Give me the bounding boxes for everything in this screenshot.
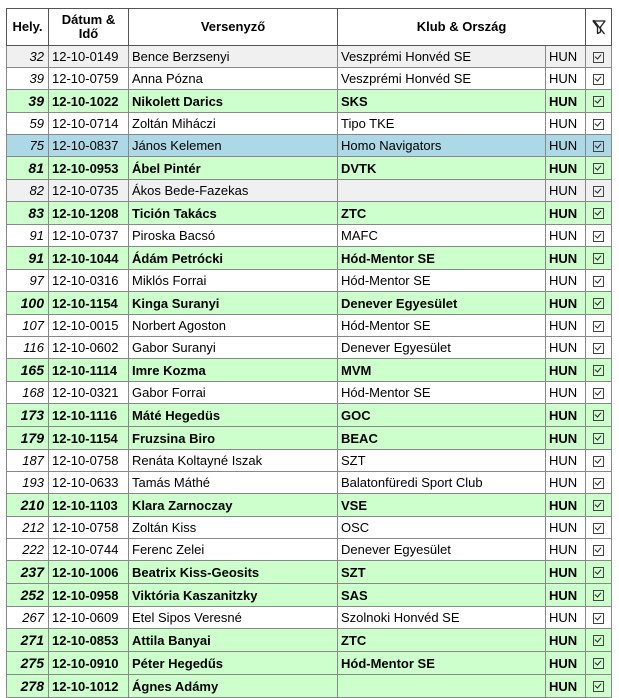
country-cell: HUN bbox=[546, 292, 586, 315]
rank-cell: 237 bbox=[7, 561, 49, 584]
rank-cell: 81 bbox=[7, 157, 49, 180]
club-cell: SKS bbox=[338, 90, 546, 113]
rank-cell: 278 bbox=[7, 675, 49, 698]
checkbox-checked-icon[interactable] bbox=[593, 681, 604, 692]
datetime-cell: 12-10-1208 bbox=[49, 202, 129, 225]
table-row[interactable] bbox=[7, 584, 612, 607]
country-cell: HUN bbox=[546, 113, 586, 135]
row-checkbox-cell[interactable] bbox=[586, 157, 612, 180]
checkbox-checked-icon[interactable] bbox=[593, 433, 604, 444]
checkbox-checked-icon[interactable] bbox=[593, 545, 604, 556]
competitor-name-cell: Zoltán Miháczi bbox=[129, 113, 338, 135]
table-row[interactable] bbox=[7, 561, 612, 584]
datetime-cell: 12-10-0837 bbox=[49, 135, 129, 157]
competitor-name-cell: Gabor Forrai bbox=[129, 382, 338, 404]
competitor-name-cell: Tamás Máthé bbox=[129, 472, 338, 494]
competitor-name-cell: Norbert Agoston bbox=[129, 315, 338, 337]
row-checkbox-cell[interactable] bbox=[586, 382, 612, 404]
rank-cell: 222 bbox=[7, 539, 49, 561]
datetime-cell: 12-10-0758 bbox=[49, 450, 129, 472]
checkbox-checked-icon[interactable] bbox=[593, 74, 604, 85]
country-cell: HUN bbox=[546, 494, 586, 517]
row-checkbox-cell[interactable] bbox=[586, 270, 612, 292]
checkbox-checked-icon[interactable] bbox=[593, 523, 604, 534]
datetime-cell: 12-10-0853 bbox=[49, 629, 129, 652]
table-row[interactable] bbox=[7, 337, 612, 359]
datetime-cell: 12-10-1103 bbox=[49, 494, 129, 517]
rank-cell: 75 bbox=[7, 135, 49, 157]
club-cell: DVTK bbox=[338, 157, 546, 180]
club-cell: Denever Egyesület bbox=[338, 292, 546, 315]
row-checkbox-cell[interactable] bbox=[586, 90, 612, 113]
checkbox-checked-icon[interactable] bbox=[593, 410, 604, 421]
competitor-name-cell: Piroska Bacsó bbox=[129, 225, 338, 247]
competitor-name-cell: Fruzsina Biro bbox=[129, 427, 338, 450]
checkbox-checked-icon[interactable] bbox=[593, 590, 604, 601]
country-cell: HUN bbox=[546, 517, 586, 539]
datetime-cell: 12-10-1154 bbox=[49, 427, 129, 450]
club-cell: SZT bbox=[338, 561, 546, 584]
rank-cell: 212 bbox=[7, 517, 49, 539]
datetime-cell: 12-10-0609 bbox=[49, 607, 129, 629]
competitor-name-cell: Renáta Koltayné Iszak bbox=[129, 450, 338, 472]
row-checkbox-cell[interactable] bbox=[586, 337, 612, 359]
country-cell: HUN bbox=[546, 270, 586, 292]
row-checkbox-cell[interactable] bbox=[586, 113, 612, 135]
competitor-name-cell: Etel Sipos Veresné bbox=[129, 607, 338, 629]
club-cell: Szolnoki Honvéd SE bbox=[338, 607, 546, 629]
datetime-cell: 12-10-0015 bbox=[49, 315, 129, 337]
club-cell: BEAC bbox=[338, 427, 546, 450]
datetime-cell: 12-10-0149 bbox=[49, 46, 129, 68]
club-cell: Veszprémi Honvéd SE bbox=[338, 46, 546, 68]
table-row[interactable] bbox=[7, 135, 612, 157]
country-cell: HUN bbox=[546, 472, 586, 494]
rank-cell: 39 bbox=[7, 68, 49, 90]
table-header-row bbox=[7, 9, 612, 46]
table-row[interactable] bbox=[7, 539, 612, 561]
club-cell: Hód-Mentor SE bbox=[338, 652, 546, 675]
datetime-cell: 12-10-0735 bbox=[49, 180, 129, 202]
row-checkbox-cell[interactable] bbox=[586, 180, 612, 202]
country-cell: HUN bbox=[546, 561, 586, 584]
country-cell: HUN bbox=[546, 450, 586, 472]
datetime-cell: 12-10-0910 bbox=[49, 652, 129, 675]
checkbox-checked-icon[interactable] bbox=[593, 141, 604, 152]
competitor-name-cell: Péter Hegedűs bbox=[129, 652, 338, 675]
rank-cell: 91 bbox=[7, 247, 49, 270]
row-checkbox-cell[interactable] bbox=[586, 247, 612, 270]
row-checkbox-cell[interactable] bbox=[586, 46, 612, 68]
results-table bbox=[6, 8, 612, 698]
club-cell: Veszprémi Honvéd SE bbox=[338, 68, 546, 90]
row-checkbox-cell[interactable] bbox=[586, 607, 612, 629]
rank-cell: 193 bbox=[7, 472, 49, 494]
country-cell: HUN bbox=[546, 539, 586, 561]
table-row[interactable] bbox=[7, 247, 612, 270]
rank-cell: 32 bbox=[7, 46, 49, 68]
country-cell: HUN bbox=[546, 180, 586, 202]
club-cell: MAFC bbox=[338, 225, 546, 247]
datetime-cell: 12-10-1154 bbox=[49, 292, 129, 315]
table-row[interactable] bbox=[7, 292, 612, 315]
datetime-cell: 12-10-0321 bbox=[49, 382, 129, 404]
competitor-name-cell: Klara Zarnoczay bbox=[129, 494, 338, 517]
results-table-container bbox=[6, 8, 611, 698]
competitor-name-cell: Máté Hegedüs bbox=[129, 404, 338, 427]
country-cell: HUN bbox=[546, 90, 586, 113]
table-row[interactable] bbox=[7, 68, 612, 90]
column-header-datetime[interactable]: Dátum & Idő bbox=[49, 9, 129, 46]
datetime-cell: 12-10-0316 bbox=[49, 270, 129, 292]
competitor-name-cell: Attila Banyai bbox=[129, 629, 338, 652]
rank-cell: 39 bbox=[7, 90, 49, 113]
rank-cell: 179 bbox=[7, 427, 49, 450]
competitor-name-cell: Bence Berzsenyi bbox=[129, 46, 338, 68]
row-checkbox-cell[interactable] bbox=[586, 517, 612, 539]
checkbox-checked-icon[interactable] bbox=[593, 52, 604, 63]
checkbox-checked-icon[interactable] bbox=[593, 276, 604, 287]
table-row[interactable] bbox=[7, 675, 612, 698]
checkbox-checked-icon[interactable] bbox=[593, 456, 604, 467]
datetime-cell: 12-10-0714 bbox=[49, 113, 129, 135]
datetime-cell: 12-10-1022 bbox=[49, 90, 129, 113]
competitor-name-cell: Beatrix Kiss-Geosits bbox=[129, 561, 338, 584]
row-checkbox-cell[interactable] bbox=[586, 135, 612, 157]
country-cell: HUN bbox=[546, 629, 586, 652]
rank-cell: 82 bbox=[7, 180, 49, 202]
club-cell: Hód-Mentor SE bbox=[338, 247, 546, 270]
row-checkbox-cell[interactable] bbox=[586, 450, 612, 472]
row-checkbox-cell[interactable] bbox=[586, 629, 612, 652]
checkbox-checked-icon[interactable] bbox=[593, 119, 604, 130]
checkbox-checked-icon[interactable] bbox=[593, 343, 604, 354]
table-row[interactable] bbox=[7, 427, 612, 450]
club-cell: MVM bbox=[338, 359, 546, 382]
rank-cell: 173 bbox=[7, 404, 49, 427]
datetime-cell: 12-10-0602 bbox=[49, 337, 129, 359]
checkbox-checked-icon[interactable] bbox=[593, 208, 604, 219]
checkbox-checked-icon[interactable] bbox=[593, 186, 604, 197]
row-checkbox-cell[interactable] bbox=[586, 359, 612, 382]
row-checkbox-cell[interactable] bbox=[586, 584, 612, 607]
datetime-cell: 12-10-0953 bbox=[49, 157, 129, 180]
table-row[interactable] bbox=[7, 315, 612, 337]
table-row[interactable] bbox=[7, 359, 612, 382]
table-row[interactable] bbox=[7, 90, 612, 113]
club-cell: Denever Egyesület bbox=[338, 337, 546, 359]
table-row[interactable] bbox=[7, 607, 612, 629]
table-body bbox=[7, 46, 612, 698]
table-row[interactable] bbox=[7, 494, 612, 517]
country-cell: HUN bbox=[546, 584, 586, 607]
rank-cell: 271 bbox=[7, 629, 49, 652]
row-checkbox-cell[interactable] bbox=[586, 472, 612, 494]
competitor-name-cell: Kinga Suranyi bbox=[129, 292, 338, 315]
country-cell: HUN bbox=[546, 315, 586, 337]
datetime-cell: 12-10-0759 bbox=[49, 68, 129, 90]
column-header-competitor[interactable]: Versenyző bbox=[129, 9, 338, 46]
country-cell: HUN bbox=[546, 404, 586, 427]
club-cell: Homo Navigators bbox=[338, 135, 546, 157]
checkbox-checked-icon[interactable] bbox=[593, 163, 604, 174]
country-cell: HUN bbox=[546, 46, 586, 68]
checkbox-checked-icon[interactable] bbox=[593, 253, 604, 264]
club-cell: OSC bbox=[338, 517, 546, 539]
checkbox-checked-icon[interactable] bbox=[593, 298, 604, 309]
country-cell: HUN bbox=[546, 337, 586, 359]
rank-cell: 267 bbox=[7, 607, 49, 629]
rank-cell: 59 bbox=[7, 113, 49, 135]
column-header-club-country[interactable]: Klub & Ország bbox=[338, 9, 586, 46]
country-cell: HUN bbox=[546, 225, 586, 247]
row-checkbox-cell[interactable] bbox=[586, 427, 612, 450]
datetime-cell: 12-10-0737 bbox=[49, 225, 129, 247]
competitor-name-cell: János Kelemen bbox=[129, 135, 338, 157]
datetime-cell: 12-10-0958 bbox=[49, 584, 129, 607]
table-row[interactable] bbox=[7, 382, 612, 404]
checkbox-checked-icon[interactable] bbox=[593, 567, 604, 578]
row-checkbox-cell[interactable] bbox=[586, 561, 612, 584]
row-checkbox-cell[interactable] bbox=[586, 652, 612, 675]
club-cell: Hód-Mentor SE bbox=[338, 382, 546, 404]
competitor-name-cell: Zoltán Kiss bbox=[129, 517, 338, 539]
datetime-cell: 12-10-0633 bbox=[49, 472, 129, 494]
column-header-rank[interactable]: Hely. bbox=[7, 9, 49, 46]
rank-cell: 275 bbox=[7, 652, 49, 675]
country-cell: HUN bbox=[546, 652, 586, 675]
club-cell: Tipo TKE bbox=[338, 113, 546, 135]
rank-cell: 83 bbox=[7, 202, 49, 225]
rank-cell: 97 bbox=[7, 270, 49, 292]
competitor-name-cell: Ádám Petrócki bbox=[129, 247, 338, 270]
competitor-name-cell: Miklós Forrai bbox=[129, 270, 338, 292]
club-cell: ZTC bbox=[338, 202, 546, 225]
checkbox-checked-icon[interactable] bbox=[593, 613, 604, 624]
club-cell: SAS bbox=[338, 584, 546, 607]
row-checkbox-cell[interactable] bbox=[586, 675, 612, 698]
competitor-name-cell: Ákos Bede-Fazekas bbox=[129, 180, 338, 202]
rank-cell: 168 bbox=[7, 382, 49, 404]
club-cell: ZTC bbox=[338, 629, 546, 652]
table-row[interactable] bbox=[7, 517, 612, 539]
table-row[interactable] bbox=[7, 404, 612, 427]
datetime-cell: 12-10-0744 bbox=[49, 539, 129, 561]
checkbox-checked-icon[interactable] bbox=[593, 658, 604, 669]
rank-cell: 252 bbox=[7, 584, 49, 607]
checkbox-checked-icon[interactable] bbox=[593, 635, 604, 646]
datetime-cell: 12-10-1044 bbox=[49, 247, 129, 270]
filter-toggle-button[interactable] bbox=[586, 9, 612, 46]
rank-cell: 91 bbox=[7, 225, 49, 247]
checkbox-checked-icon[interactable] bbox=[593, 231, 604, 242]
rank-cell: 107 bbox=[7, 315, 49, 337]
table-row[interactable] bbox=[7, 180, 612, 202]
country-cell: HUN bbox=[546, 157, 586, 180]
competitor-name-cell: Imre Kozma bbox=[129, 359, 338, 382]
table-row[interactable] bbox=[7, 46, 612, 68]
table-row[interactable] bbox=[7, 652, 612, 675]
competitor-name-cell: Ferenc Zelei bbox=[129, 539, 338, 561]
competitor-name-cell: Nikolett Darics bbox=[129, 90, 338, 113]
club-cell bbox=[338, 180, 546, 202]
row-checkbox-cell[interactable] bbox=[586, 292, 612, 315]
club-cell: GOC bbox=[338, 404, 546, 427]
rank-cell: 116 bbox=[7, 337, 49, 359]
row-checkbox-cell[interactable] bbox=[586, 494, 612, 517]
country-cell: HUN bbox=[546, 135, 586, 157]
table-row[interactable] bbox=[7, 450, 612, 472]
club-cell: Balatonfüredi Sport Club bbox=[338, 472, 546, 494]
table-row[interactable] bbox=[7, 472, 612, 494]
checkbox-checked-icon[interactable] bbox=[593, 478, 604, 489]
datetime-cell: 12-10-1116 bbox=[49, 404, 129, 427]
checkbox-checked-icon[interactable] bbox=[593, 500, 604, 511]
club-cell bbox=[338, 675, 546, 698]
checkbox-checked-icon[interactable] bbox=[593, 321, 604, 332]
table-row[interactable] bbox=[7, 270, 612, 292]
row-checkbox-cell[interactable] bbox=[586, 539, 612, 561]
country-cell: HUN bbox=[546, 607, 586, 629]
competitor-name-cell: Ábel Pintér bbox=[129, 157, 338, 180]
club-cell: SZT bbox=[338, 450, 546, 472]
table-row[interactable] bbox=[7, 202, 612, 225]
datetime-cell: 12-10-0758 bbox=[49, 517, 129, 539]
checkbox-checked-icon[interactable] bbox=[593, 388, 604, 399]
datetime-cell: 12-10-1114 bbox=[49, 359, 129, 382]
club-cell: Hód-Mentor SE bbox=[338, 270, 546, 292]
country-cell: HUN bbox=[546, 427, 586, 450]
table-row[interactable] bbox=[7, 629, 612, 652]
checkbox-checked-icon[interactable] bbox=[593, 365, 604, 376]
datetime-cell: 12-10-1012 bbox=[49, 675, 129, 698]
row-checkbox-cell[interactable] bbox=[586, 202, 612, 225]
row-checkbox-cell[interactable] bbox=[586, 68, 612, 90]
row-checkbox-cell[interactable] bbox=[586, 315, 612, 337]
country-cell: HUN bbox=[546, 675, 586, 698]
country-cell: HUN bbox=[546, 247, 586, 270]
competitor-name-cell: Anna Pózna bbox=[129, 68, 338, 90]
rank-cell: 100 bbox=[7, 292, 49, 315]
filter-off-icon bbox=[591, 19, 607, 35]
competitor-name-cell: Viktória Kaszanitzky bbox=[129, 584, 338, 607]
checkbox-checked-icon[interactable] bbox=[593, 96, 604, 107]
row-checkbox-cell[interactable] bbox=[586, 404, 612, 427]
club-cell: Denever Egyesület bbox=[338, 539, 546, 561]
country-cell: HUN bbox=[546, 382, 586, 404]
competitor-name-cell: Gabor Suranyi bbox=[129, 337, 338, 359]
table-row[interactable] bbox=[7, 113, 612, 135]
rank-cell: 210 bbox=[7, 494, 49, 517]
rank-cell: 187 bbox=[7, 450, 49, 472]
rank-cell: 165 bbox=[7, 359, 49, 382]
row-checkbox-cell[interactable] bbox=[586, 225, 612, 247]
competitor-name-cell: Tición Takács bbox=[129, 202, 338, 225]
table-row[interactable] bbox=[7, 225, 612, 247]
club-cell: VSE bbox=[338, 494, 546, 517]
table-row[interactable] bbox=[7, 157, 612, 180]
country-cell: HUN bbox=[546, 68, 586, 90]
club-cell: Hód-Mentor SE bbox=[338, 315, 546, 337]
country-cell: HUN bbox=[546, 359, 586, 382]
datetime-cell: 12-10-1006 bbox=[49, 561, 129, 584]
country-cell: HUN bbox=[546, 202, 586, 225]
competitor-name-cell: Ágnes Adámy bbox=[129, 675, 338, 698]
